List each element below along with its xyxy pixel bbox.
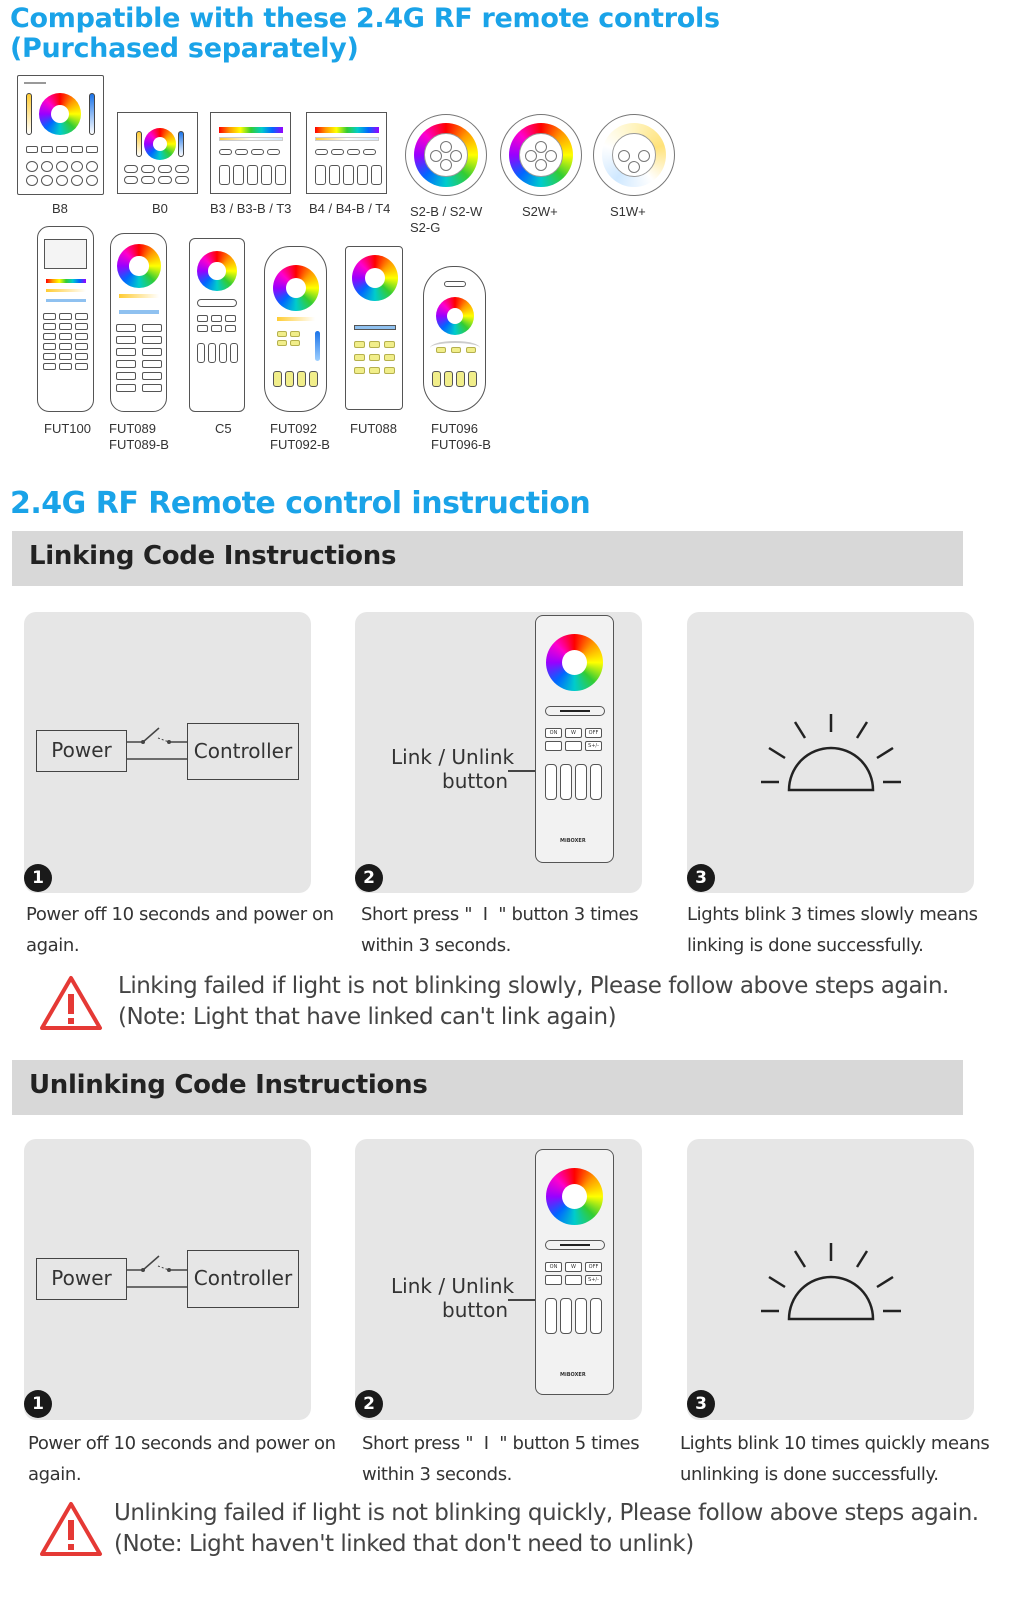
unlinking-step2-caption	[362, 1428, 639, 1490]
unlinking-step2-number: 2	[355, 1390, 383, 1418]
remote-b3-label: B3 / B3-B / T3	[210, 201, 292, 216]
linking-warning	[118, 971, 949, 1033]
remote-s1w-image	[593, 114, 675, 196]
unlinking-step3-panel	[687, 1139, 974, 1420]
unlinking-step2-caption-line2: within 3 seconds.	[362, 1464, 512, 1485]
power-box: Power	[36, 1258, 127, 1300]
linking-step2-number: 2	[355, 864, 383, 892]
remote-fut089-label-line1: FUT089	[109, 421, 156, 436]
remote-off-key: OFF	[585, 728, 602, 738]
linking-step1-number: 1	[24, 864, 52, 892]
remote-fut100-label: FUT100	[44, 421, 91, 436]
remote-s2-image	[405, 114, 487, 196]
unlinking-warning	[114, 1498, 979, 1560]
unlinking-step3-caption-line2: unlinking is done successfully.	[680, 1464, 939, 1485]
remote-s2-label-line1: S2-B / S2-W	[410, 204, 483, 219]
linking-section-title: Linking Code Instructions	[29, 541, 397, 571]
remote-s2w-image	[500, 114, 582, 196]
instruction-heading: 2.4G RF Remote control instruction	[10, 486, 591, 521]
compatible-heading	[10, 4, 720, 64]
linking-step3-caption	[687, 899, 978, 961]
remote-s-key: S+/-	[585, 741, 602, 751]
unlinking-step2-caption-line1: Short press " I " button 5 times	[362, 1433, 640, 1454]
link-unlink-label-line1: Link / Unlink	[391, 1274, 515, 1298]
link-unlink-label-line1: Link / Unlink	[391, 745, 515, 769]
linking-step1-panel	[24, 612, 311, 893]
linking-warning-line2: (Note: Light that have linked can't link again)	[118, 1004, 617, 1030]
controller-box: Controller	[187, 1250, 299, 1308]
remote-s2-label	[410, 204, 482, 236]
remote-s1w-label: S1W+	[610, 204, 646, 219]
remote-c5-image	[189, 238, 245, 412]
remote-b8-label: B8	[52, 201, 68, 216]
light-blink-icon	[759, 710, 903, 796]
remote-b3-image	[210, 112, 291, 194]
link-unlink-label	[391, 745, 515, 793]
remote-fut096-label	[431, 421, 491, 453]
controller-box: Controller	[187, 723, 299, 780]
remote-fut092-label-line2: FUT092-B	[270, 437, 330, 452]
unlinking-warning-line1: Unlinking failed if light is not blinking quickly, Please follow above steps again.	[114, 1500, 979, 1526]
remote-s2w-label: S2W+	[522, 204, 558, 219]
compatible-heading-line1: Compatible with these 2.4G RF remote controls	[10, 3, 720, 34]
link-unlink-label	[391, 1274, 515, 1322]
remote-b8-image	[17, 75, 104, 195]
unlinking-step1-caption-line2: again.	[28, 1464, 82, 1485]
remote-fut089-label-line2: FUT089-B	[109, 437, 169, 452]
unlinking-section-title: Unlinking Code Instructions	[29, 1070, 428, 1100]
warning-icon	[38, 1500, 104, 1558]
linking-step1-caption	[26, 899, 334, 961]
remote-fut092-image	[264, 246, 327, 412]
unlinking-step3-caption	[680, 1428, 989, 1490]
remote-fut096-image	[423, 266, 486, 412]
switch-icon	[127, 712, 187, 772]
compatible-heading-line2: (Purchased separately)	[10, 33, 359, 64]
link-unlink-label-line2: button	[442, 769, 508, 793]
remote-b4-image	[306, 112, 387, 194]
remote-c5-large	[535, 615, 614, 863]
remote-fut100-image	[37, 226, 94, 412]
linking-step2-panel	[355, 612, 642, 893]
remote-fut088-image	[345, 246, 403, 410]
remote-off-key: OFF	[585, 1262, 602, 1272]
remote-b4-label: B4 / B4-B / T4	[309, 201, 391, 216]
remote-fut096-label-line1: FUT096	[431, 421, 478, 436]
remote-fut088-label: FUT088	[350, 421, 397, 436]
remote-brand-label: MiBOXER	[560, 838, 586, 844]
remote-fut092-label	[270, 421, 330, 453]
linking-step2-caption-line2: within 3 seconds.	[361, 935, 511, 956]
linking-step3-number: 3	[687, 864, 715, 892]
remote-brand-label: MiBOXER	[560, 1372, 586, 1378]
linking-warning-line1: Linking failed if light is not blinking slowly, Please follow above steps again.	[118, 973, 949, 999]
switch-icon	[127, 1240, 187, 1300]
unlinking-step1-number: 1	[24, 1390, 52, 1418]
remote-b0-label: B0	[152, 201, 168, 216]
linking-step3-panel	[687, 612, 974, 893]
linking-step3-caption-line1: Lights blink 3 times slowly means	[687, 904, 978, 925]
unlinking-step1-caption-line1: Power off 10 seconds and power on	[28, 1433, 336, 1454]
unlinking-step3-number: 3	[687, 1390, 715, 1418]
unlinking-step1-panel	[24, 1139, 311, 1420]
remote-fut096-label-line2: FUT096-B	[431, 437, 491, 452]
remote-s-key: S+/-	[585, 1275, 602, 1285]
linking-section-header	[12, 531, 963, 586]
light-blink-icon	[759, 1239, 903, 1325]
remote-fut092-label-line1: FUT092	[270, 421, 317, 436]
remote-on-key: ON	[545, 728, 562, 738]
remote-c5-large	[535, 1149, 614, 1395]
remote-s2-label-line2: S2-G	[410, 220, 441, 235]
warning-icon	[38, 974, 104, 1032]
remote-fut089-label	[109, 421, 169, 453]
unlinking-step1-caption	[28, 1428, 336, 1490]
remote-on-key: ON	[545, 1262, 562, 1272]
unlinking-step3-caption-line1: Lights blink 10 times quickly means	[680, 1433, 990, 1454]
power-box: Power	[36, 730, 127, 772]
linking-step2-caption	[361, 899, 638, 961]
remote-w-key: W	[565, 728, 582, 738]
remote-w-key: W	[565, 1262, 582, 1272]
linking-step1-caption-line2: again.	[26, 935, 80, 956]
linking-step3-caption-line2: linking is done successfully.	[687, 935, 924, 956]
linking-step1-caption-line1: Power off 10 seconds and power on	[26, 904, 334, 925]
remote-c5-label: C5	[215, 421, 232, 436]
unlinking-section-header	[12, 1060, 963, 1115]
unlinking-step2-panel	[355, 1139, 642, 1420]
linking-step2-caption-line1: Short press " I " button 3 times	[361, 904, 639, 925]
remote-b0-image	[117, 112, 198, 194]
remote-fut089-image	[110, 233, 167, 412]
unlinking-warning-line2: (Note: Light haven't linked that don't need to unlink)	[114, 1531, 694, 1557]
link-unlink-label-line2: button	[442, 1298, 508, 1322]
